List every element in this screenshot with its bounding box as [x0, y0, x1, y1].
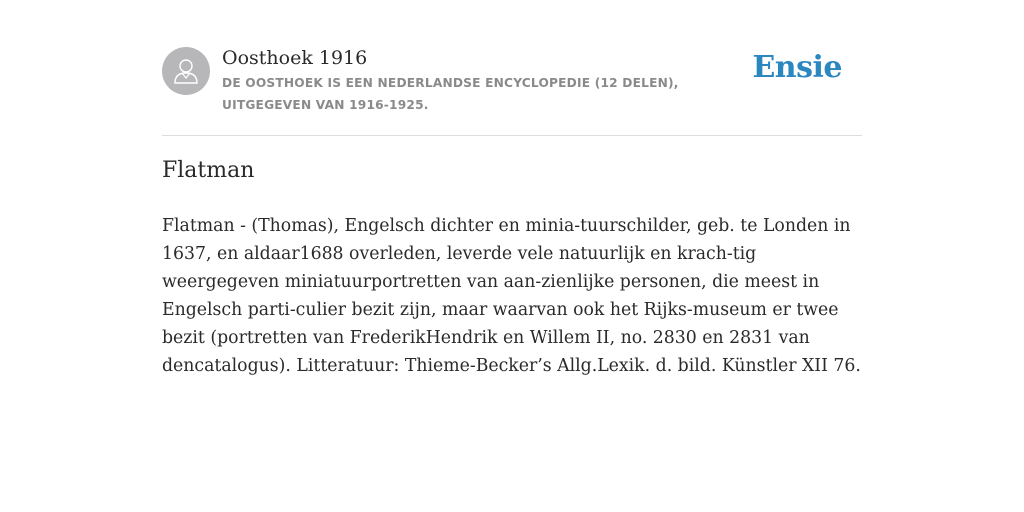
entry-title: Flatman	[162, 158, 255, 183]
brand-logo[interactable]: Ensie	[752, 50, 842, 85]
source-description: DE OOSTHOEK IS EEN NEDERLANDSE ENCYCLOPEDIE (12 DELEN), UITGEGEVEN VAN 1916-1925.	[222, 76, 679, 112]
user-icon	[171, 56, 201, 86]
source-info	[222, 44, 762, 116]
source-header	[162, 44, 862, 136]
avatar[interactable]	[162, 47, 210, 95]
divider	[162, 135, 862, 136]
entry-body: Flatman - (Thomas), Engelsch dichter en minia-tuurschilder, geb. te Londen in 1637, en aldaar1688 overleden, leverde vele natuurlijk en krach-tig weergegeven miniatuurportretten van aan-zienlijke personen, die meest in Engelsch parti-culier bezit zijn, maar waarvan ook het Rijks-museum er twee bezit (portretten van FrederikHendrik en Willem II, no. 2830 en 2831 van dencatalogus). Litteratuur: Thieme-Becker’s Allg.Lexik. d. bild. Künstler XII 76.	[162, 216, 861, 376]
source-title[interactable]: Oosthoek 1916	[222, 47, 368, 69]
